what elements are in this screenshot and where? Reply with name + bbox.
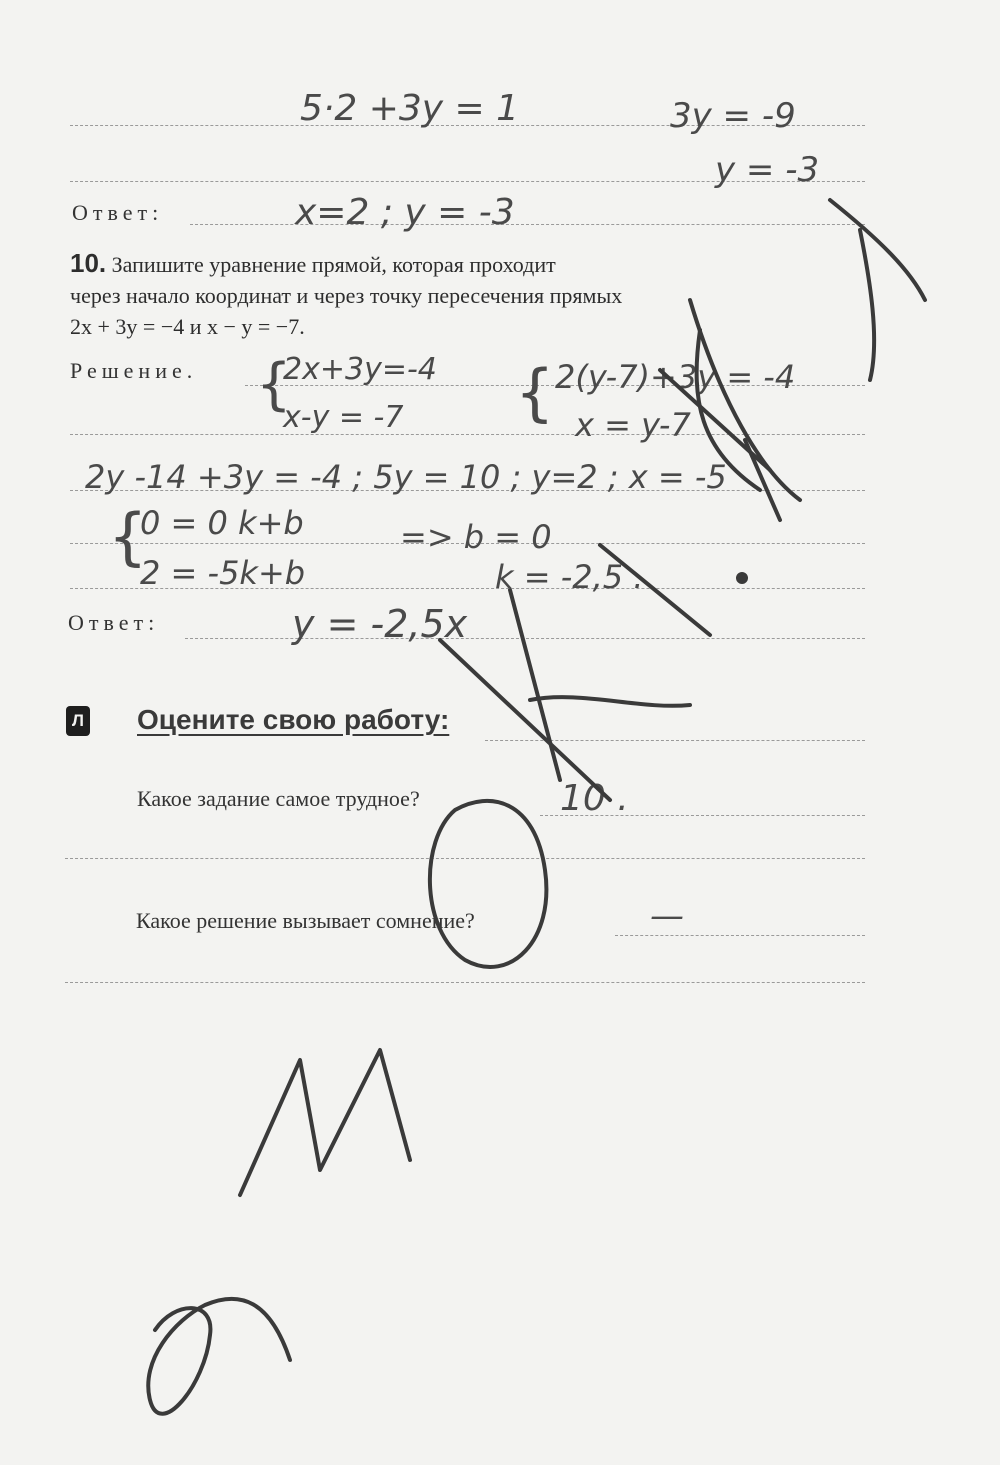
system-3-equation-1: 0 = 0 k+b [140, 504, 304, 542]
system-2-equation-2: x = y-7 [575, 406, 691, 444]
previous-answer-label: Ответ: [72, 200, 164, 225]
answer-doubtful-solution: — [650, 896, 684, 936]
scribble-dot [738, 574, 746, 582]
scribble-letter-k-leg [530, 697, 690, 706]
task-text-line-2: через начало координат и через точку пересечения прямых [70, 283, 623, 308]
previous-task-side-work-1: 3y = -9 [670, 96, 796, 136]
question-hardest-task: Какое задание самое трудное? [137, 786, 420, 811]
scribble-stroke [690, 300, 800, 500]
system-1-equation-1: 2x+3y=-4 [283, 352, 437, 387]
scribble-letter-k-arm [440, 640, 610, 800]
scribble-stroke [745, 440, 780, 520]
task-number: 10. [70, 248, 107, 278]
system-3-equation-2: 2 = -5k+b [140, 554, 306, 592]
answer-label: Ответ: [68, 610, 160, 635]
scribble-stroke [860, 230, 874, 380]
self-assessment-title: Оцените свою работу: [137, 704, 450, 735]
scribble-letter-o [430, 801, 547, 967]
system-3-brace: { [108, 500, 148, 573]
system-1-equation-2: x-y = -7 [283, 400, 404, 435]
system-2-equation-1: 2(y-7)+3y = -4 [555, 358, 796, 396]
solution-work-line: 2y -14 +3y = -4 ; 5y = 10 ; y=2 ; x = -5 [85, 458, 727, 496]
previous-task-work-line: 5·2 +3y = 1 [300, 88, 520, 129]
scribble-letter-m [240, 1050, 410, 1195]
scribble-stroke [600, 545, 710, 635]
system-1-brace: { [256, 352, 292, 417]
result-b: => b = 0 [400, 518, 552, 556]
section-badge-icon: Л [66, 706, 90, 736]
task-text-line-1: Запишите уравнение прямой, которая проходит [111, 252, 556, 277]
answer-value: y = -2,5x [292, 602, 468, 646]
system-2-brace: { [515, 356, 555, 429]
task-text-line-3: 2x + 3y = −4 и x − y = −7. [70, 314, 305, 339]
previous-task-side-work-2: y = -3 [715, 150, 820, 190]
solution-label: Решение. [70, 358, 198, 383]
question-doubtful-solution: Какое решение вызывает сомнение? [136, 908, 475, 933]
scribble-letter-k [510, 590, 560, 780]
result-k: k = -2,5 . [495, 558, 644, 596]
previous-answer-value: x=2 ; y = -3 [295, 192, 515, 233]
scribble-stroke [830, 200, 925, 300]
scribble-letter-e [148, 1299, 290, 1414]
answer-hardest-task: 10 . [560, 778, 629, 819]
